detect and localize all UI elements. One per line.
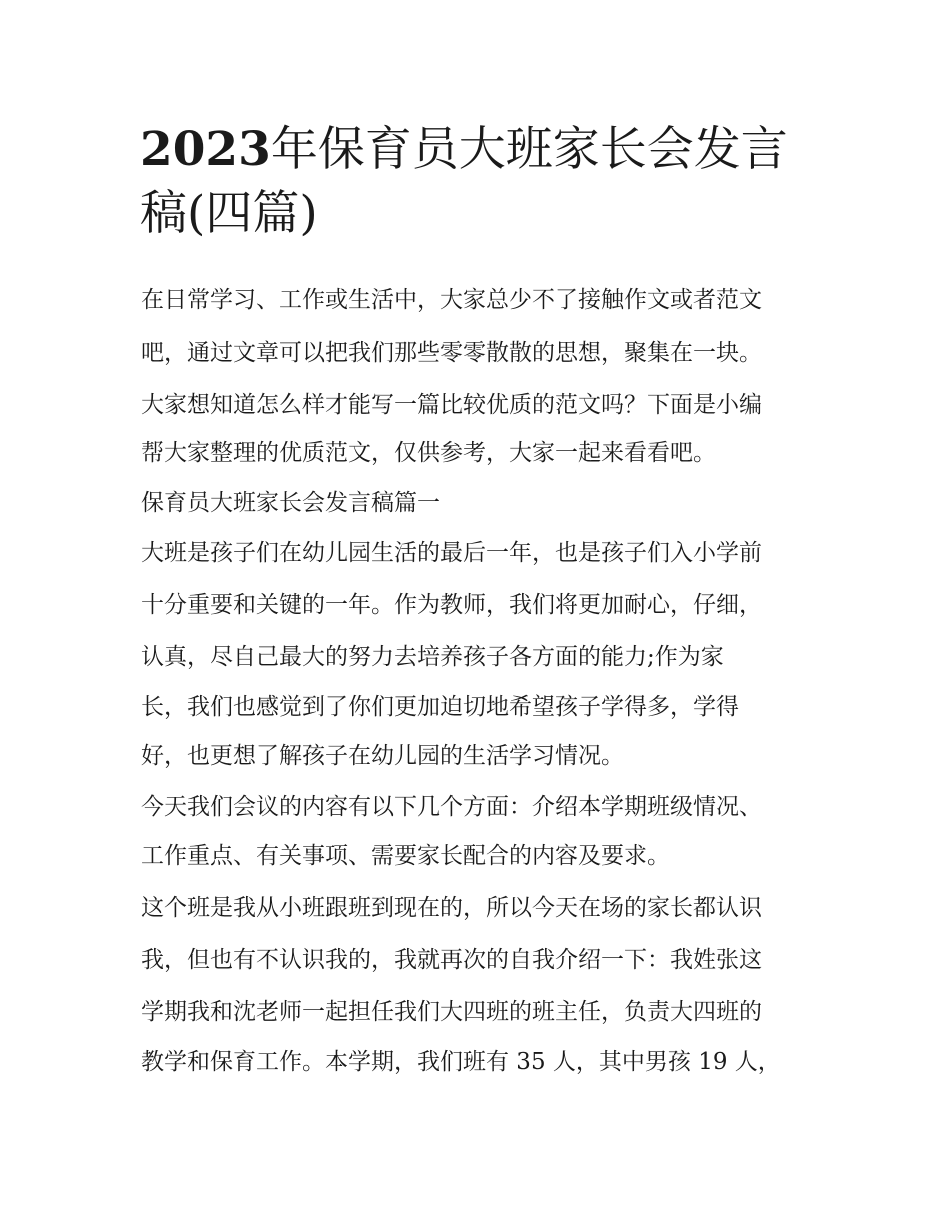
- paragraph-line: 大班是孩子们在幼儿园生活的最后一年，也是孩子们入小学前: [141, 540, 762, 566]
- title-line-1-text: 年保育员大班家长会发言: [270, 122, 788, 177]
- paragraph-line: 认真，尽自己最大的努力去培养孩子各方面的能力;作为家: [141, 644, 724, 670]
- title-year: 2023: [140, 122, 271, 177]
- paragraph-line: 学期我和沈老师一起担任我们大四班的班主任，负责大四班的: [141, 999, 762, 1025]
- paragraph-line: 我，但也有不认识我的，我就再次的自我介绍一下：我姓张这: [141, 947, 762, 973]
- paragraph-line: 好，也更想了解孩子在幼儿园的生活学习情况。: [141, 743, 624, 769]
- paragraph-line: 教学和保育工作。本学期，我们班有 35 人，其中男孩 19 人，: [141, 1049, 781, 1075]
- paragraph-line: 大家想知道怎么样才能写一篇比较优质的范文吗？下面是小编: [141, 392, 762, 418]
- paragraph-line: 十分重要和关键的一年。作为教师，我们将更加耐心，仔细，: [141, 592, 762, 618]
- title-line-2-text: 稿(四篇): [140, 186, 318, 241]
- paragraph-line: 长，我们也感觉到了你们更加迫切地希望孩子学得多，学得: [141, 694, 739, 720]
- paragraph-line: 帮大家整理的优质范文，仅供参考，大家一起来看看吧。: [141, 440, 716, 466]
- paragraph-line: 今天我们会议的内容有以下几个方面：介绍本学期班级情况、: [141, 794, 762, 820]
- paragraph-line: 工作重点、有关事项、需要家长配合的内容及要求。: [141, 843, 670, 869]
- paragraph-line: 这个班是我从小班跟班到现在的，所以今天在场的家长都认识: [141, 895, 762, 921]
- section-heading: 保育员大班家长会发言稿篇一: [141, 490, 440, 516]
- paragraph-line: 吧，通过文章可以把我们那些零零散散的思想，聚集在一块。: [141, 340, 762, 366]
- paragraph-line: 在日常学习、工作或生活中，大家总少不了接触作文或者范文: [141, 287, 762, 313]
- document-title: [140, 118, 820, 246]
